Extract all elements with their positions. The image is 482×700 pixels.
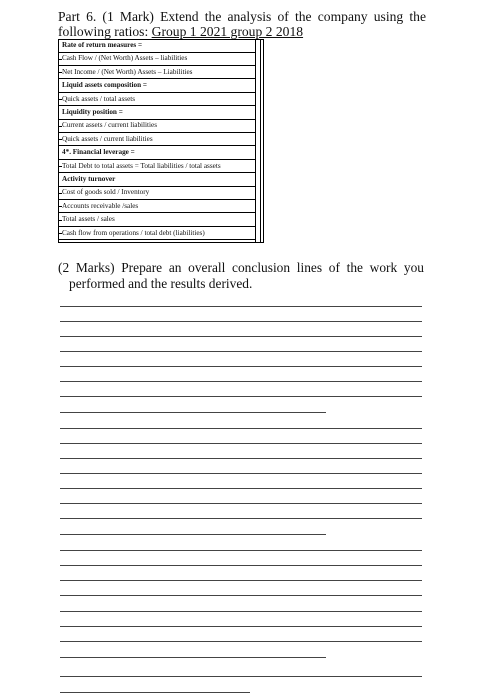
answer-line (60, 381, 422, 382)
conclusion-question-line1: (2 Marks) Prepare an overall conclusion lines of the work you (58, 260, 424, 275)
answer-line (60, 306, 422, 307)
answer-line (60, 488, 422, 489)
ratio-group-header: Liquid assets composition = (59, 80, 255, 93)
answer-line (60, 396, 422, 397)
answer-line (60, 351, 422, 352)
answer-line (60, 458, 422, 459)
answer-line (60, 641, 422, 642)
ratio-item: Total Debt to total assets = Total liabilities / total assets (59, 161, 255, 174)
answer-line (60, 565, 422, 566)
table-inner-rule (260, 40, 261, 242)
ratio-item: Cash Flow / (Net Worth) Assets – liabilities (59, 53, 255, 66)
answer-line (60, 503, 422, 504)
group-years: Group 1 2021 group 2 2018 (151, 24, 304, 39)
answer-line (60, 473, 422, 474)
part6-question-line1: Part 6. (1 Mark) Extend the analysis of the company using the (58, 9, 426, 24)
conclusion-question (58, 260, 424, 291)
answer-line (60, 336, 422, 337)
part6-question (58, 9, 426, 39)
answer-line (60, 692, 250, 693)
conclusion-question-line2: performed and the results derived. (69, 275, 253, 291)
ratio-item: Cost of goods sold / Inventory (59, 187, 255, 200)
answer-line (60, 611, 422, 612)
part6-question-line2 (58, 24, 426, 39)
ratio-group-header: 4*. Financial leverage = (59, 147, 255, 160)
answer-line (60, 580, 422, 581)
answer-line (60, 518, 422, 519)
answer-line (60, 321, 422, 322)
answer-line (60, 657, 326, 658)
ratio-item: Cash flow from operations / total debt (liabilities) (59, 228, 255, 241)
part6-question-prefix: following ratios: (58, 24, 152, 39)
answer-line (60, 428, 422, 429)
ratio-item: Quick assets / current liabilities (59, 134, 255, 147)
ratio-group-header: Rate of return measures = (59, 40, 255, 53)
ratios-table (58, 39, 264, 243)
ratio-item: Quick assets / total assets (59, 94, 255, 107)
answer-line (60, 595, 422, 596)
ratio-group-header: Liquidity position = (59, 107, 255, 120)
answer-line (60, 534, 326, 535)
answer-line (60, 676, 422, 677)
answer-line (60, 412, 326, 413)
answer-line (60, 626, 422, 627)
ratio-group-header: Activity turnover (59, 174, 255, 187)
ratio-item: Accounts receivable /sales (59, 201, 255, 214)
ratio-item: Total assets / sales (59, 214, 255, 227)
answer-line (60, 443, 422, 444)
answer-line (60, 550, 422, 551)
answer-line (60, 366, 422, 367)
table-inner-rule (255, 40, 256, 242)
ratio-item: Net Income / (Net Worth) Assets – Liabilities (59, 67, 255, 80)
ratio-item: Current assets / current liabilities (59, 120, 255, 133)
